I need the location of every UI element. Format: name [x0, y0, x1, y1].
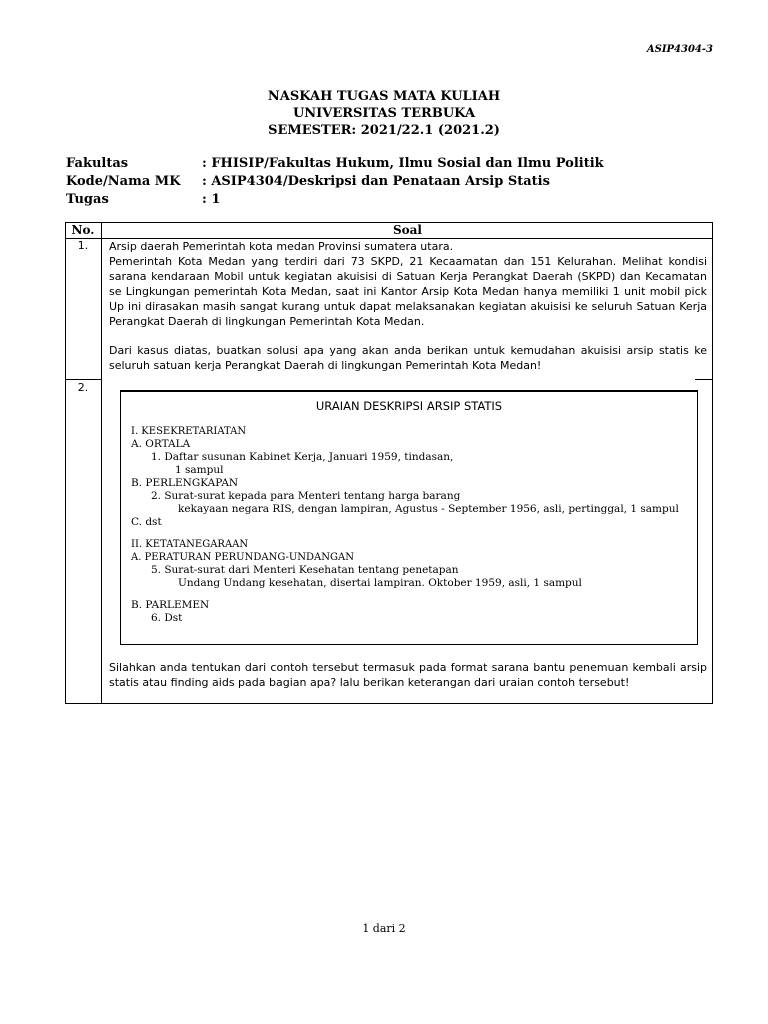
row-divider-right: [695, 379, 713, 380]
row-divider-left: [65, 379, 101, 380]
meta-row-tugas: [66, 191, 604, 209]
section-heading: I. KESEKRETARIATAN: [131, 426, 247, 437]
meta-value: : FHISIP/Fakultas Hukum, Ilmu Sosial dan Ilmu Politik: [202, 156, 604, 171]
meta-row-kode: [66, 173, 604, 191]
entry-line: 1 sampul: [175, 464, 224, 476]
question-number-1: 1.: [77, 239, 89, 252]
entry-line: 2. Surat-surat kepada para Menteri tentang harga barang: [151, 490, 461, 502]
subsection-heading: B. PERLENGKAPAN: [131, 477, 239, 489]
subsection-heading: B. PARLEMEN: [131, 599, 210, 611]
header-no: No.: [71, 223, 95, 237]
page-number: 1 dari 2: [362, 922, 406, 935]
question-2-task: Silahkan anda tentukan dari contoh tersebut termasuk pada format sarana bantu penemuan kembali arsip statis atau finding aids pada bagian apa? lalu berikan keterangan dari uraian contoh tersebut!: [109, 661, 707, 689]
meta-key: Kode/Nama MK: [66, 174, 181, 189]
box-title: URAIAN DESKRIPSI ARSIP STATIS: [315, 399, 503, 413]
section-heading: II. KETATANEGARAAN: [131, 539, 249, 550]
table-header: [65, 222, 713, 238]
header-university: UNIVERSITAS TERBUKA: [292, 106, 476, 121]
box-content: [131, 425, 679, 625]
subsection-heading: A. PERATURAN PERUNDANG-UNDANGAN: [131, 552, 354, 563]
question-table: [65, 222, 713, 704]
question-number-2: 2.: [77, 381, 89, 394]
subsection-heading: A. ORTALA: [131, 438, 191, 450]
meta-value: : 1: [202, 192, 221, 207]
question-1: [109, 239, 707, 373]
header-semester: SEMESTER: 2021/22.1 (2021.2): [268, 123, 500, 138]
meta-key: Fakultas: [66, 156, 129, 171]
entry-line: Undang Undang kesehatan, disertai lampiran. Oktober 1959, asli, 1 sampul: [178, 577, 582, 589]
document-header: [0, 88, 768, 139]
document-code: ASIP4304-3: [646, 44, 713, 55]
course-info: [66, 155, 604, 209]
entry-line: 1. Daftar susunan Kabinet Kerja, Januari 1959, tindasan,: [151, 451, 454, 463]
description-example-box: [120, 390, 698, 645]
header-soal: Soal: [392, 223, 422, 237]
column-divider: [101, 222, 102, 704]
entry-line: kekayaan negara RIS, dengan lampiran, Agustus - September 1956, asli, pertinggal, 1 sampul: [178, 503, 679, 515]
meta-row-fakultas: [66, 155, 604, 173]
question-1-case: Pemerintah Kota Medan yang terdiri dari 73 SKPD, 21 Kecaamatan dan 151 Kelurahan. Melihat kondisi sarana kendaraan Mobil untuk kegiatan akuisisi di Satuan Kerja Perangkat Daerah (SKPD) dan Kecamatan se Lingkungan pemerintah Kota Medan, saat ini Kantor Arsip Kota Medan hanya memiliki 1 unit mobil pick Up ini dirasakan masih sangat kurang untuk dapat melaksanakan kegiatan akuisisi ke seluruh Satuan Kerja Perangkat Daerah di lingkungan Pemerintah Kota Medan.: [109, 255, 707, 328]
meta-value: : ASIP4304/Deskripsi dan Penataan Arsip Statis: [202, 174, 550, 189]
question-1-intro: Arsip daerah Pemerintah kota medan Provinsi sumatera utara.: [109, 240, 454, 253]
question-1-task: Dari kasus diatas, buatkan solusi apa yang akan anda berikan untuk kemudahan akuisisi arsip statis ke seluruh satuan kerja Perangkat Daerah di lingkungan Pemerintah Kota Medan!: [109, 344, 707, 372]
entry-line: 6. Dst: [151, 612, 183, 624]
meta-key: Tugas: [66, 192, 109, 207]
header-title: NASKAH TUGAS MATA KULIAH: [267, 89, 501, 104]
entry-line: 5. Surat-surat dari Menteri Kesehatan tentang penetapan: [151, 564, 459, 576]
subsection-heading: C. dst: [131, 516, 162, 528]
